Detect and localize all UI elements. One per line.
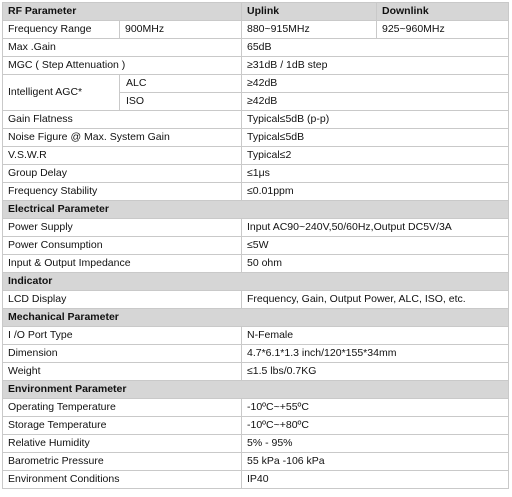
row-value: Typical≤5dB <box>242 129 509 147</box>
environment-header-row <box>3 381 509 399</box>
row-value: ≤5W <box>242 237 509 255</box>
row-label: I /O Port Type <box>3 327 242 345</box>
table-row <box>3 471 509 489</box>
electrical-section-title: Electrical Parameter <box>3 201 509 219</box>
mechanical-header-row <box>3 309 509 327</box>
uplink-column-header: Uplink <box>242 3 377 21</box>
row-label: Operating Temperature <box>3 399 242 417</box>
electrical-header-row <box>3 201 509 219</box>
row-value: 55 kPa -106 kPa <box>242 453 509 471</box>
iso-value: ≥42dB <box>242 93 509 111</box>
table-row <box>3 399 509 417</box>
band-label: 900MHz <box>120 21 242 39</box>
row-value: ≤1.5 lbs/0.7KG <box>242 363 509 381</box>
rf-header-row <box>3 3 509 21</box>
mechanical-section-title: Mechanical Parameter <box>3 309 509 327</box>
table-row <box>3 417 509 435</box>
alc-value: ≥42dB <box>242 75 509 93</box>
row-value: ≤1μs <box>242 165 509 183</box>
row-label: Frequency Stability <box>3 183 242 201</box>
row-label: Dimension <box>3 345 242 363</box>
table-row <box>3 129 509 147</box>
table-row <box>3 291 509 309</box>
table-row <box>3 363 509 381</box>
row-label: Input & Output Impedance <box>3 255 242 273</box>
row-value: N-Female <box>242 327 509 345</box>
table-row <box>3 219 509 237</box>
row-value: ≥31dB / 1dB step <box>242 57 509 75</box>
rf-section-title: RF Parameter <box>3 3 242 21</box>
row-value: ≤0.01ppm <box>242 183 509 201</box>
table-row <box>3 435 509 453</box>
table-row <box>3 237 509 255</box>
environment-section-title: Environment Parameter <box>3 381 509 399</box>
indicator-header-row <box>3 273 509 291</box>
row-label: LCD Display <box>3 291 242 309</box>
table-row <box>3 183 509 201</box>
table-row <box>3 147 509 165</box>
row-label: Power Consumption <box>3 237 242 255</box>
indicator-section-title: Indicator <box>3 273 509 291</box>
row-value: 5% - 95% <box>242 435 509 453</box>
row-value: 65dB <box>242 39 509 57</box>
row-value: Typical≤5dB (p-p) <box>242 111 509 129</box>
table-row <box>3 111 509 129</box>
table-row <box>3 255 509 273</box>
row-label: Frequency Range <box>3 21 120 39</box>
row-value: IP40 <box>242 471 509 489</box>
table-row <box>3 21 509 39</box>
row-label: Storage Temperature <box>3 417 242 435</box>
row-label: MGC ( Step Attenuation ) <box>3 57 242 75</box>
row-value: Frequency, Gain, Output Power, ALC, ISO, etc. <box>242 291 509 309</box>
table-row <box>3 453 509 471</box>
row-value: Input AC90~240V,50/60Hz,Output DC5V/3A <box>242 219 509 237</box>
row-label: Noise Figure @ Max. System Gain <box>3 129 242 147</box>
row-value: Typical≤2 <box>242 147 509 165</box>
row-value: 4.7*6.1*1.3 inch/120*155*34mm <box>242 345 509 363</box>
row-label: V.S.W.R <box>3 147 242 165</box>
table-row <box>3 165 509 183</box>
table-row <box>3 327 509 345</box>
row-label: Power Supply <box>3 219 242 237</box>
row-value: -10ºC~+80ºC <box>242 417 509 435</box>
row-label: Relative Humidity <box>3 435 242 453</box>
downlink-value: 925~960MHz <box>377 21 509 39</box>
table-row <box>3 39 509 57</box>
row-label: Environment Conditions <box>3 471 242 489</box>
row-label: Group Delay <box>3 165 242 183</box>
iso-label: ISO <box>120 93 242 111</box>
table-row <box>3 57 509 75</box>
row-label: Intelligent AGC* <box>3 75 120 111</box>
table-row <box>3 75 509 93</box>
row-label: Max .Gain <box>3 39 242 57</box>
specification-table <box>2 2 509 489</box>
uplink-value: 880~915MHz <box>242 21 377 39</box>
downlink-column-header: Downlink <box>377 3 509 21</box>
table-row <box>3 345 509 363</box>
alc-label: ALC <box>120 75 242 93</box>
row-label: Gain Flatness <box>3 111 242 129</box>
row-value: 50 ohm <box>242 255 509 273</box>
row-value: -10ºC~+55ºC <box>242 399 509 417</box>
row-label: Weight <box>3 363 242 381</box>
row-label: Barometric Pressure <box>3 453 242 471</box>
